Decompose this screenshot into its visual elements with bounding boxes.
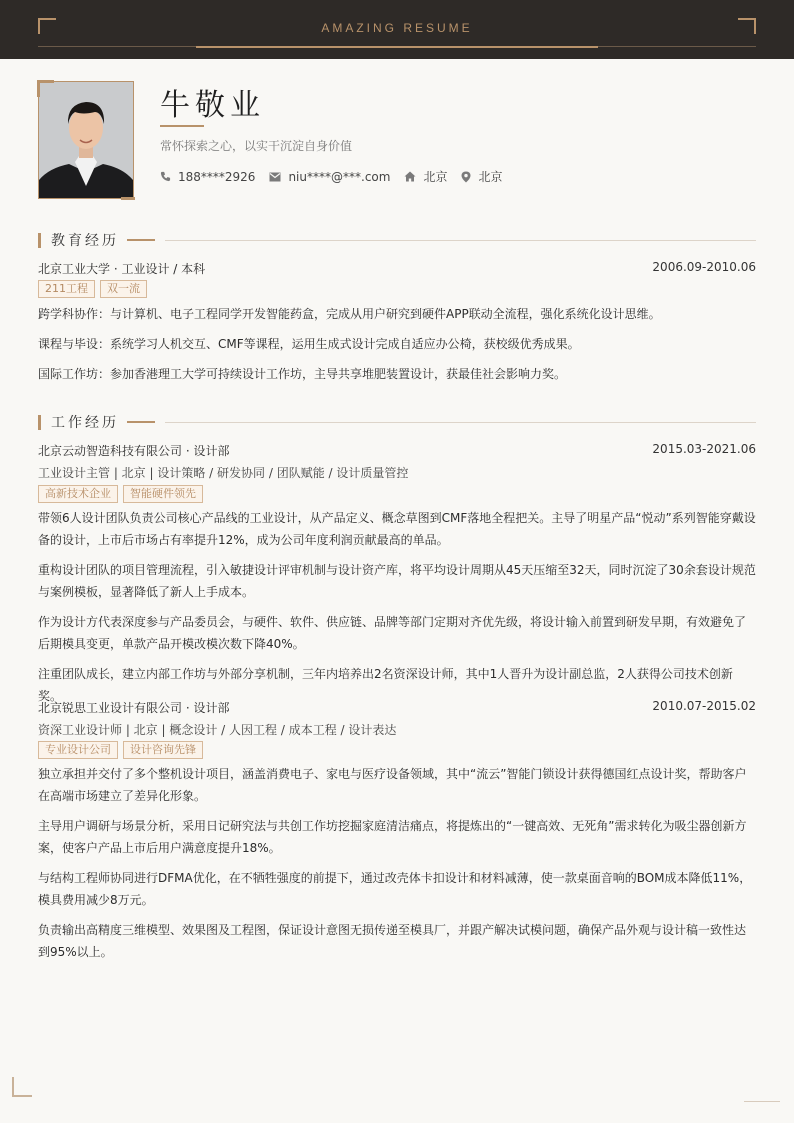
- corner-ornament: [37, 80, 54, 97]
- job-item: 带领6人设计团队负责公司核心产品线的工业设计，从产品定义、概念草图到CMF落地全程把关。主导了明星产品“悦动”系列智能穿戴设备的设计，上市后市场占有率提升12%，成为公司年度利润贡献最高的单品。: [38, 511, 756, 547]
- job-item: 负责输出高精度三维模型、效果图及工程图，保证设计意图无损传递至模具厂，并跟产解决试模问题，确保产品外观与设计稿一致性达到95%以上。: [38, 923, 747, 959]
- candidate-name: 牛敬业: [160, 88, 265, 123]
- contact-hometown: [404, 168, 447, 185]
- candidate-tagline: 常怀探索之心，以实干沉淀自身价值: [160, 139, 353, 153]
- school-name: 北京工业大学 · 工业设计 / 本科: [38, 262, 206, 276]
- company-name: 北京锐思工业设计有限公司 · 设计部: [38, 701, 230, 715]
- job-item: 重构设计团队的项目管理流程，引入敏捷设计评审机制与设计资产库，将平均设计周期从45天压缩至32天，同时沉淀了30余套设计规范与案例模板，显著降低了新人上手成本。: [38, 563, 756, 599]
- tag-badge: 高新技术企业: [38, 485, 118, 503]
- email-address: niu****@***.com: [288, 169, 391, 184]
- tag-badge: 设计咨询先锋: [123, 741, 203, 759]
- job-item: 注重团队成长，建立内部工作坊与外部分享机制，三年内培养出2名资深设计师，其中1人晋升为设计副总监，2人获得公司技术创新奖。: [38, 667, 733, 703]
- education-item: 课程与毕设：系统学习人机交互、CMF等课程，运用生成式设计完成自适应办公椅，获校级优秀成果。: [38, 337, 580, 351]
- tag-badge: 专业设计公司: [38, 741, 118, 759]
- job-tags: [38, 741, 208, 759]
- brand-title: AMAZING RESUME: [321, 21, 473, 35]
- name-underline: [160, 125, 204, 127]
- header-accent-divider: [196, 46, 598, 48]
- footer-divider: [744, 1101, 780, 1102]
- job-period: 2010.07-2015.02: [652, 699, 756, 713]
- profile-photo: [38, 81, 134, 199]
- phone-number: 188****2926: [178, 169, 256, 184]
- job-entry-header: [38, 442, 756, 459]
- section-heading: 工作经历: [51, 415, 119, 431]
- section-title-work: [38, 414, 756, 430]
- section-heading: 教育经历: [51, 233, 119, 249]
- contact-row: [160, 168, 516, 185]
- corner-ornament: [121, 197, 135, 200]
- job-item: 独立承担并交付了多个整机设计项目，涵盖消费电子、家电与医疗设备领域，其中“流云”智能门锁设计获得德国红点设计奖，帮助客户在高端市场建立了差异化形象。: [38, 767, 747, 803]
- education-period: 2006.09-2010.06: [652, 260, 756, 274]
- avatar: [38, 81, 134, 199]
- job-role: 工业设计主管 | 北京 | 设计策略 / 研发协同 / 团队赋能 / 设计质量管控: [38, 466, 409, 480]
- current-location: 北京: [478, 170, 503, 184]
- job-entry-header: [38, 699, 756, 716]
- tag-badge: 智能硬件领先: [123, 485, 203, 503]
- mail-icon: [269, 172, 281, 182]
- education-entry-header: [38, 260, 756, 277]
- header-banner: [0, 0, 794, 59]
- contact-email: [269, 170, 390, 184]
- job-item: 主导用户调研与场景分析，采用日记研究法与共创工作坊挖掘家庭清洁痛点，将提炼出的“一键高效、无死角”需求转化为吸尘器创新方案，使客户产品上市后用户满意度提升18%。: [38, 819, 747, 855]
- contact-phone: [160, 170, 255, 184]
- job-period: 2015.03-2021.06: [652, 442, 756, 456]
- section-title-education: [38, 232, 756, 248]
- education-item: 国际工作坊：参加香港理工大学可持续设计工作坊，主导共享堆肥装置设计，获最佳社会影响力奖。: [38, 367, 567, 381]
- contact-location: [461, 168, 502, 185]
- job-tags: [38, 485, 208, 503]
- company-name: 北京云动智造科技有限公司 · 设计部: [38, 444, 230, 458]
- location-pin-icon: [461, 171, 471, 183]
- phone-icon: [160, 171, 171, 182]
- tag-badge: 211工程: [38, 280, 95, 298]
- job-item: 与结构工程师协同进行DFMA优化，在不牺牲强度的前提下，通过改壳体卡扣设计和材料减薄，使一款桌面音响的BOM成本降低11%，模具费用减少8万元。: [38, 871, 752, 907]
- education-item: 跨学科协作：与计算机、电子工程同学开发智能药盒，完成从用户研究到硬件APP联动全流程，强化系统化设计思维。: [38, 307, 661, 321]
- corner-ornament: [12, 1077, 32, 1097]
- education-tags: [38, 280, 152, 298]
- person-portrait-icon: [39, 82, 133, 198]
- job-item: 作为设计方代表深度参与产品委员会，与硬件、软件、供应链、品牌等部门定期对齐优先级，将设计输入前置到研发早期，有效避免了后期模具变更，单款产品开模改模次数下降40%。: [38, 615, 747, 651]
- job-role: 资深工业设计师 | 北京 | 概念设计 / 人因工程 / 成本工程 / 设计表达: [38, 723, 397, 737]
- hometown: 北京: [423, 170, 448, 184]
- tag-badge: 双一流: [100, 280, 147, 298]
- home-icon: [404, 171, 416, 182]
